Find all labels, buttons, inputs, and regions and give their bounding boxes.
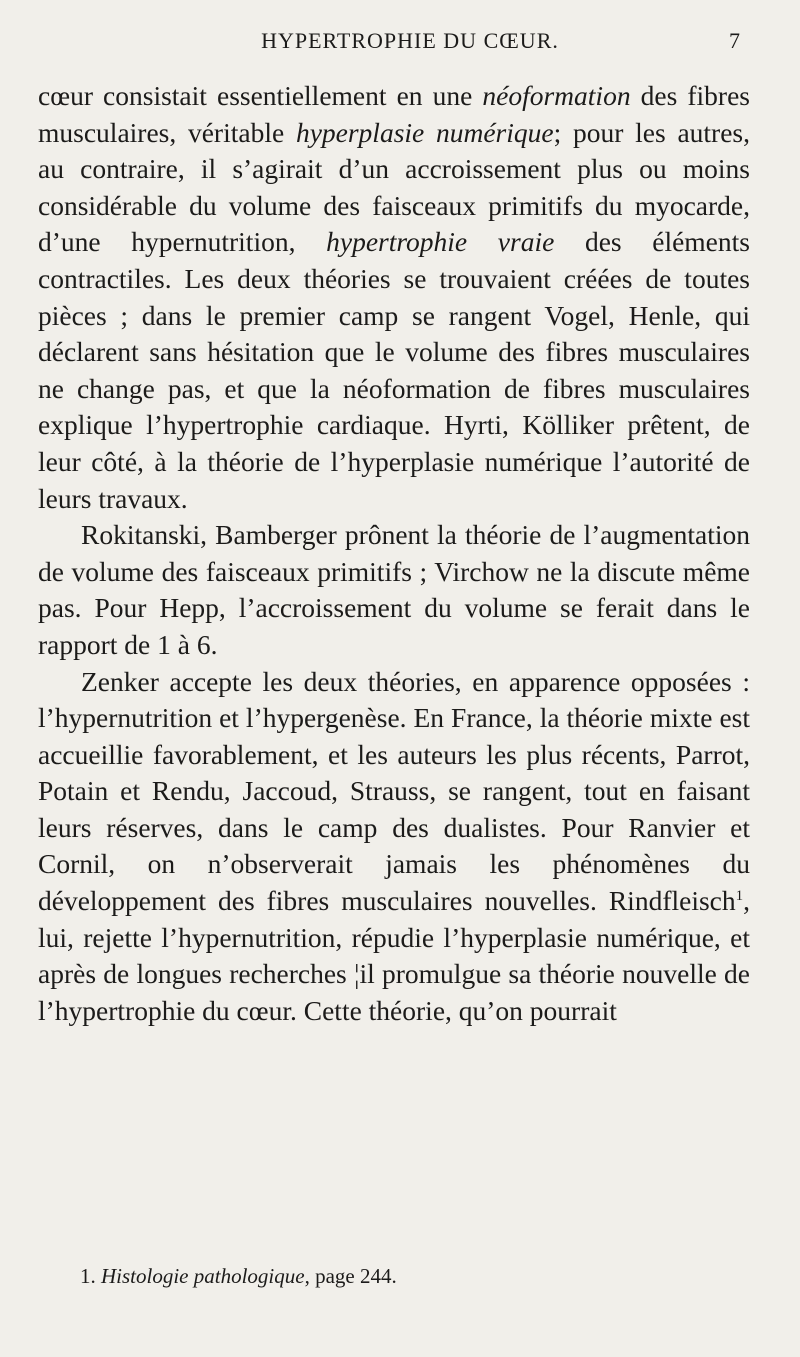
- text-segment: Zenker accepte les deux théories, en apparence opposées : l’hypernutrition et l’hypergenèse. En France, la théorie mixte est accueillie favorablement, et les auteurs les plus récents, Parrot, Potain et Rendu, Jaccoud, Strauss, se rangent, tout en faisant leurs réserves, dans le camp des dualistes. Pour Ranvier et Cornil, on n’observerait jamais les phénomènes du développement des fibres musculaires nouvelles. Rindfleisch: [38, 665, 750, 917]
- text-segment: cœur consistait essentiellement en une: [38, 80, 483, 111]
- body-text: [38, 78, 750, 1029]
- italic-term-hyperplasie: hyperplasie numérique: [295, 116, 554, 148]
- running-head: [40, 28, 740, 64]
- running-title: HYPERTROPHIE DU CŒUR.: [261, 28, 559, 53]
- footnote-rest: , page 244.: [304, 1264, 397, 1288]
- text-segment: Rokitanski, Bamberger prônent la théorie de l’augmentation de volume des faisceaux primitifs ; Virchow ne la discute même pas. Pour Hepp, l’accroissement du volume se ferait dans le rapport de 1 à 6.: [38, 519, 750, 660]
- text-segment: ; pour les autres, au contraire, il s’agirait d’un accroissement plus ou moins considérable du volume des faisceaux primitifs du myocarde, d’une hypernutrition,: [38, 116, 751, 258]
- footnote-marker[interactable]: 1: [735, 887, 744, 904]
- text-segment: , lui, rejette l’hypernutrition, répudie l’hyperplasie numérique, et après de longues recherches ¦il promulgue sa théorie nouvelle de l’hypertrophie du cœur. Cette théorie, qu’on pourrait: [38, 885, 750, 1026]
- paragraph-3: [38, 664, 750, 1030]
- text-segment: des éléments contractiles. Les deux théories se trouvaient créées de toutes pièces ; dans le premier camp se rangent Vogel, Henle, qui déclarent sans hésitation que le volume des fibres musculaires ne change pas, et que la néoformation de fibres musculaires explique l’hypertrophie cardiaque. Hyrti, Kölliker prêtent, de leur côté, à la théorie de l’hyperplasie numérique l’autorité de leurs travaux.: [38, 226, 750, 514]
- footnote: [80, 1263, 740, 1289]
- italic-term-hypertrophie: hypertrophie vraie: [326, 226, 555, 258]
- paragraph-2: [38, 517, 750, 663]
- page-number: 7: [729, 28, 740, 53]
- paragraph-1: [38, 78, 750, 517]
- text-segment: des fibres musculaires, véritable: [38, 80, 750, 148]
- footnote-number: 1.: [80, 1264, 96, 1288]
- italic-term-neoformation: néoformation: [482, 80, 631, 111]
- footnote-title: Histologie pathologique: [101, 1264, 305, 1288]
